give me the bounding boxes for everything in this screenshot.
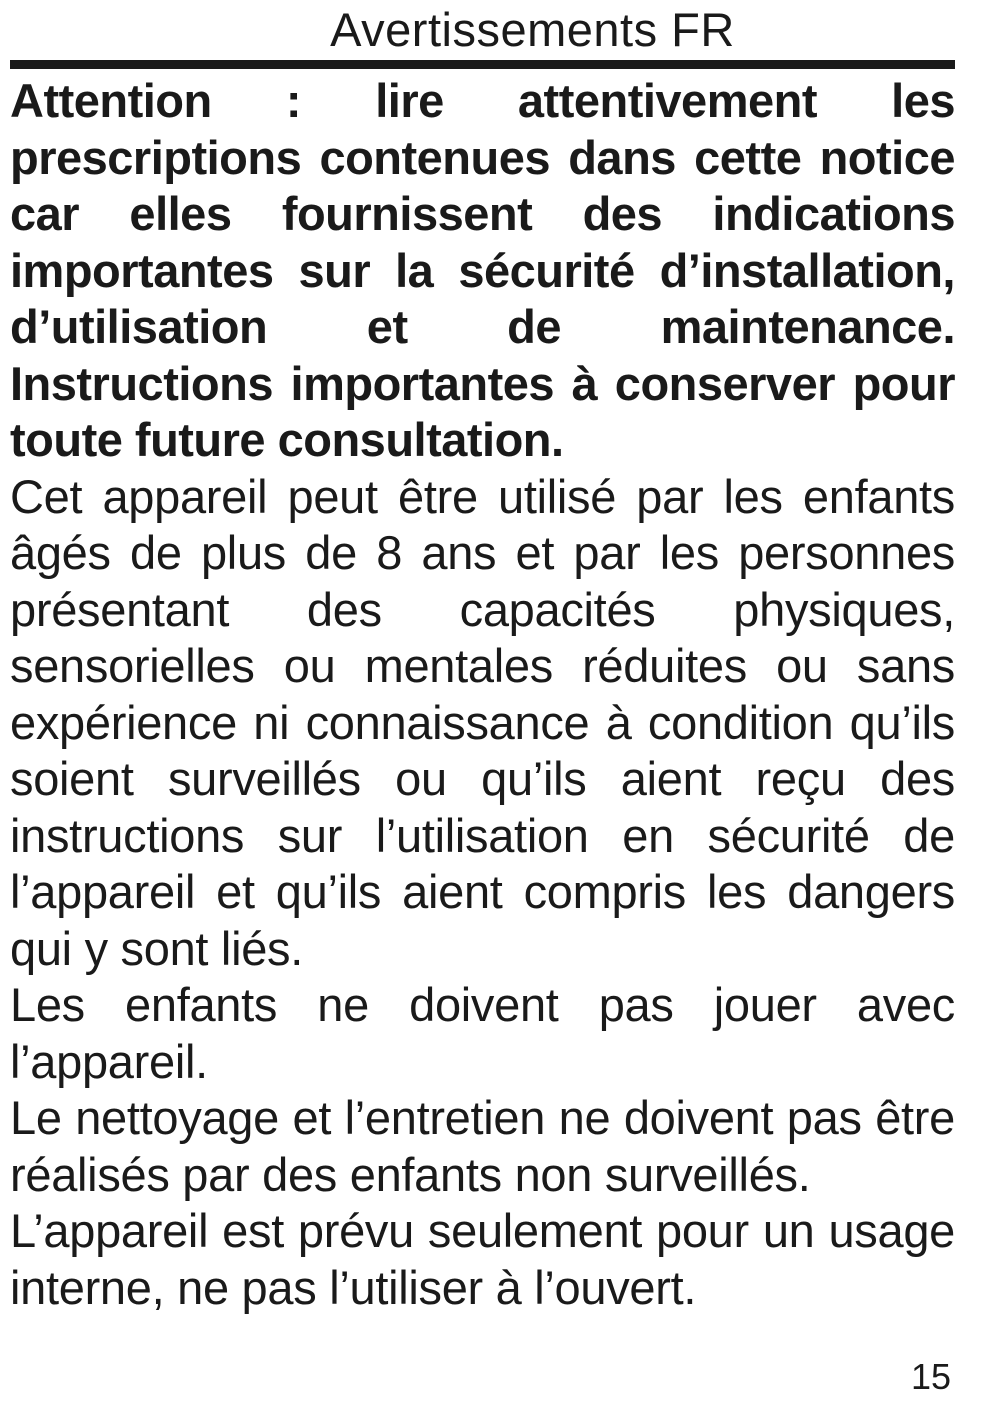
document-body: [10, 73, 955, 1316]
section-title: Avertissements FR: [330, 3, 735, 56]
usage-conditions-paragraph: Cet appareil peut être utilisé par les enfants âgés de plus de 8 ans et par les personnes présentant des capacités physiques, sensorielles ou mentales réduites ou sans expérience ni connaissance à condition qu’ils soient surveillés ou qu’ils aient reçu des instructions sur l’utilisation en sécurité de l’appareil et qu’ils aient compris les dangers qui y sont liés.: [10, 469, 955, 975]
page-header: [10, 0, 955, 72]
header-divider: [10, 60, 955, 69]
indoor-use-paragraph: L’appareil est prévu seulement pour un usage interne, ne pas l’utiliser à l’ouvert.: [10, 1204, 955, 1314]
cleaning-paragraph: Le nettoyage et l’entretien ne doivent pas être réalisés par des enfants non surveillés.: [10, 1091, 955, 1201]
page-number: 15: [910, 1356, 951, 1397]
attention-paragraph: Attention : lire attentivement les prescriptions contenues dans cette notice car elles fournissent des indications importantes sur la sécurité d’installation, d’utilisation et de maintenance. Instructions importantes à conserver pour toute future consultation.: [10, 74, 955, 466]
children-play-paragraph: Les enfants ne doivent pas jouer avec l’appareil.: [10, 978, 955, 1088]
